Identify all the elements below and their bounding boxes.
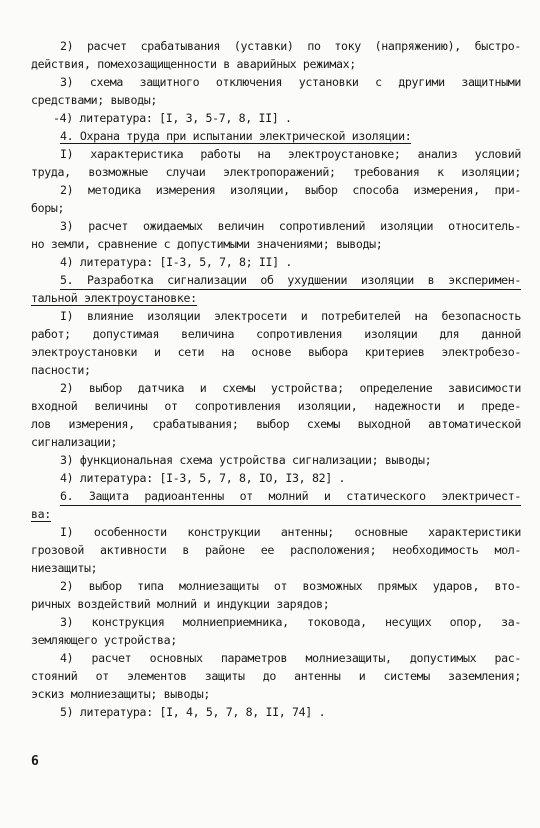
- text-line: 2) расчет срабатывания (уставки) по току (напряжению), быстро-: [60, 39, 521, 53]
- text-line: 4) литература: [I-3, 5, 7, 8; II] .: [60, 255, 293, 269]
- text-line: 3) расчет ожидаемых величин сопротивлений изоляции относитель-: [60, 219, 521, 233]
- section-heading-cont: [31, 506, 51, 523]
- section-heading-text: ва:: [31, 507, 51, 521]
- section-heading: 5. Разработка сигнализации об ухудшении изоляции в эксперимен-: [60, 272, 521, 290]
- section-heading-cont: [31, 290, 197, 307]
- text-line: 3) функциональная схема устройства сигнализации; выводы;: [60, 453, 432, 467]
- text-line: лов измерения, срабатывания; выбор схемы выходной автоматической: [31, 417, 521, 431]
- text-line: действия, помехозащищенности в аварийных режимах;: [31, 57, 356, 71]
- text-line: I) характеристика работы на электроустановке; анализ условий: [60, 147, 521, 161]
- text-line: сигнализации;: [31, 435, 118, 449]
- text-line: грозовой активности в районе ее расположения; необходимость мол-: [31, 543, 521, 557]
- page-number: 6: [31, 754, 39, 769]
- section-heading: 6. Защита радиоантенны от молний и статического электричест-: [60, 488, 521, 506]
- text-line: электроустановки и сети на основе выбора критериев электробезо-: [31, 345, 521, 359]
- text-line: 4) расчет основных параметров молниезащиты, допустимых рас-: [60, 651, 521, 665]
- text-line: 3) конструкция молниеприемника, токовода, несущих опор, за-: [60, 615, 521, 629]
- text-line: 4) литература: [I-3, 5, 7, 8, IO, I3, 82] .: [60, 471, 346, 485]
- text-line: входной величины от сопротивления изоляции, надежности и преде-: [31, 399, 521, 413]
- text-line: 2) выбор датчика и схемы устройства; определение зависимости: [60, 381, 521, 395]
- text-line: 2) методика измерения изоляции, выбор способа измерения, при-: [60, 183, 521, 197]
- text-line: стояний от элементов защиты до антенны и системы заземления;: [31, 669, 521, 683]
- text-line: I) особенности конструкции антенны; основные характеристики: [60, 525, 521, 539]
- text-line: труда, возможные случаи электропоражений; требования к изоляции;: [31, 165, 521, 179]
- text-line: ниезащиты;: [31, 561, 98, 575]
- text-line: работ; допустимая величина сопротивления изоляции для данной: [31, 327, 521, 341]
- text-line: боры;: [31, 201, 65, 215]
- section-heading: [60, 128, 411, 145]
- text-line: средствами; выводы;: [31, 93, 157, 107]
- text-line: пасности;: [31, 363, 91, 377]
- text-line: 3) схема защитного отключения установки с другими защитными: [60, 75, 521, 89]
- text-line: ричных воздействий молний и индукции зарядов;: [31, 597, 330, 611]
- text-line: 2) выбор типа молниезащиты от возможных прямых ударов, вто-: [60, 579, 521, 593]
- text-line: 5) литература: [I, 4, 5, 7, 8, II, 74] .: [60, 705, 326, 719]
- text-line: эскиз молниезащиты; выводы;: [31, 687, 211, 701]
- text-line: земляющего устройства;: [31, 633, 177, 647]
- text-line: I) влияние изоляции электросети и потребителей на безопасность: [60, 309, 521, 323]
- text-line: но земли, сравнение с допустимыми значениями; выводы;: [31, 237, 383, 251]
- section-heading-text: 4. Охрана труда при испытании электрической изоляции:: [60, 129, 412, 143]
- section-heading-text: тальной электроустановке:: [31, 291, 197, 305]
- text-line: -4) литература: [I, 3, 5-7, 8, II] .: [53, 111, 292, 125]
